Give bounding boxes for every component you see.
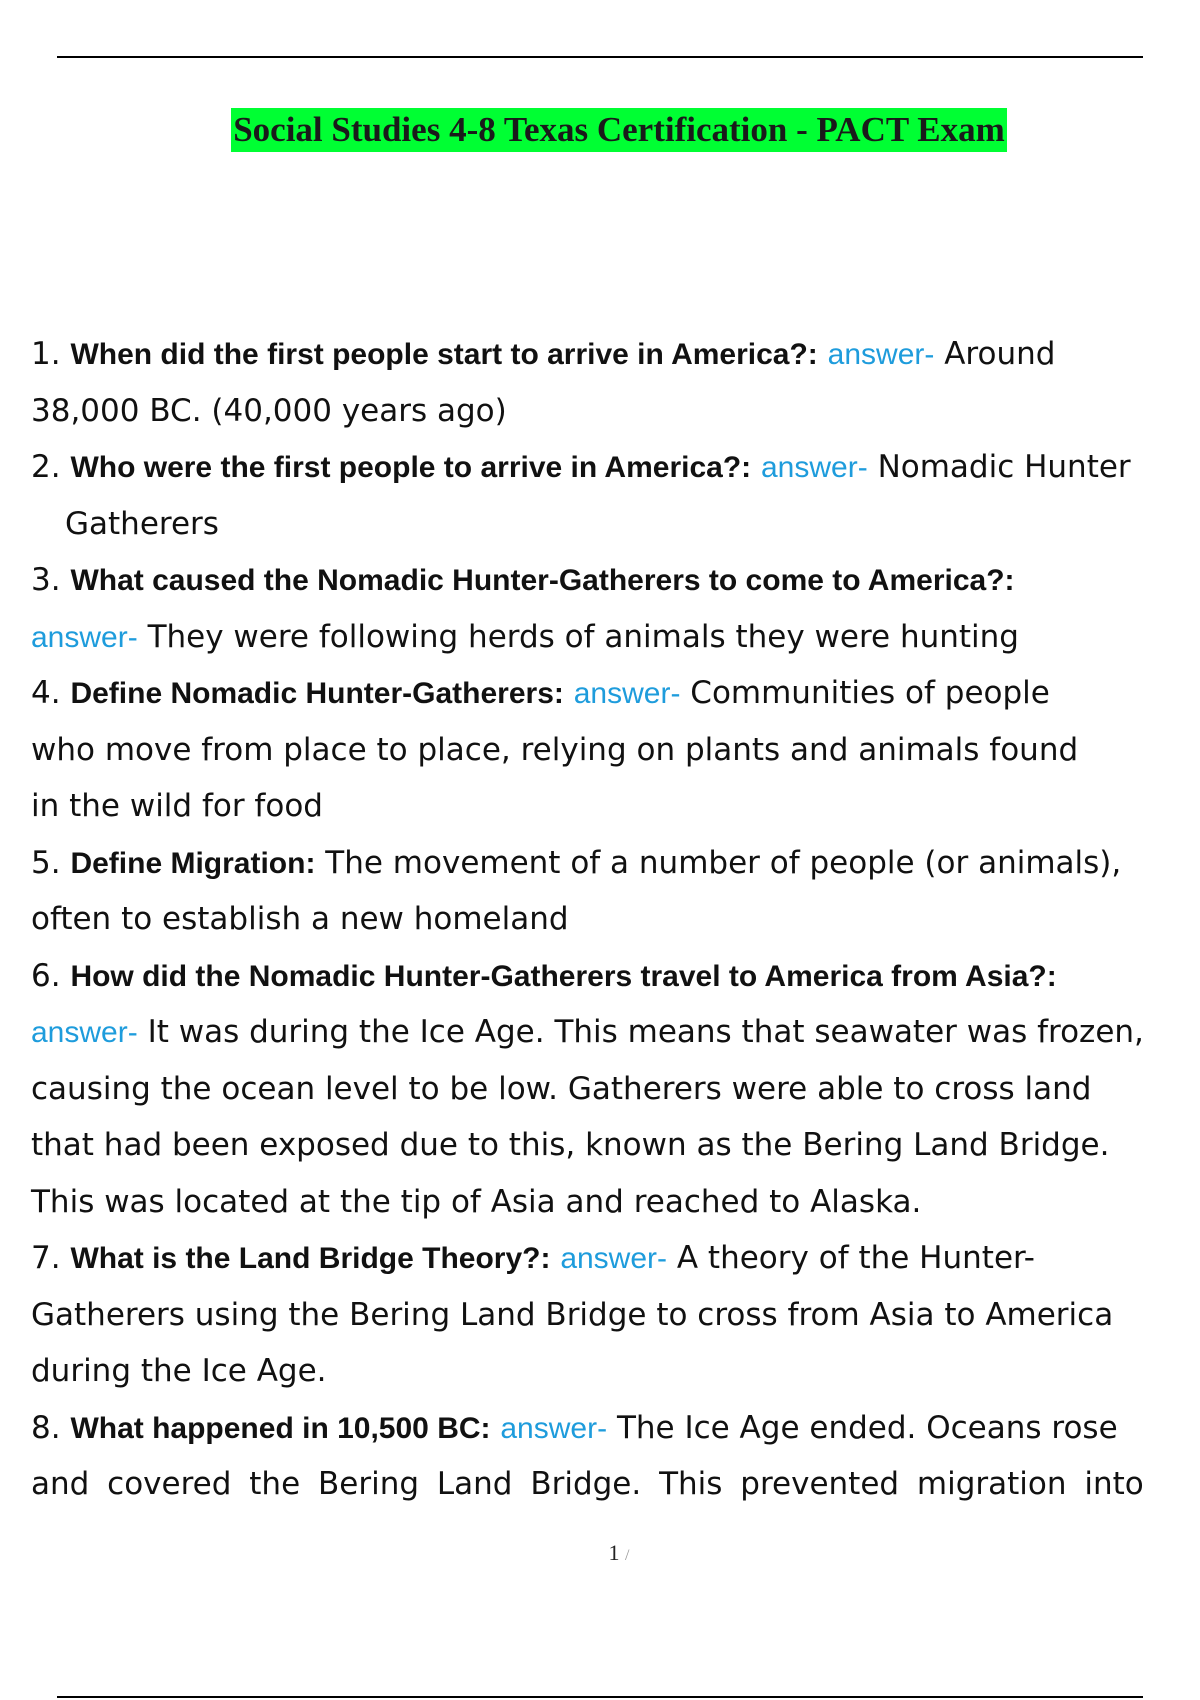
answer-label: answer- xyxy=(31,1016,138,1049)
page-number-value: 1 xyxy=(608,1540,620,1565)
question-text: Define Nomadic Hunter-Gatherers: xyxy=(70,677,564,710)
answer-label: answer- xyxy=(573,677,681,710)
answer-continuation: often to establish a new homeland xyxy=(31,901,569,937)
qa-line xyxy=(31,439,1200,496)
qa-item-6 xyxy=(31,948,1200,1231)
answer-text: It was during the Ice Age. This means that seawater was frozen, xyxy=(147,1014,1144,1050)
question-text: How did the Nomadic Hunter-Gatherers travel to America from Asia?: xyxy=(70,959,1057,993)
answer-continuation: and covered the Bering Land Bridge. This prevented migration into xyxy=(31,1466,1144,1502)
title-container xyxy=(0,108,1200,152)
answer-text: Communities of people xyxy=(690,675,1050,711)
answer-text: They were following herds of animals they were hunting xyxy=(147,618,1019,655)
answer-continuation: during the Ice Age. xyxy=(31,1353,327,1389)
qa-item-1 xyxy=(31,326,1200,439)
question-text: What happened in 10,500 BC: xyxy=(70,1411,491,1445)
answer-continuation: that had been exposed due to this, known as the Bering Land Bridge. xyxy=(31,1127,1110,1163)
answer-label: answer- xyxy=(31,620,138,654)
answer-text: A theory of the Hunter- xyxy=(676,1240,1035,1276)
answer-label: answer- xyxy=(761,451,868,484)
qa-item-8 xyxy=(31,1400,1200,1513)
question-text: What is the Land Bridge Theory?: xyxy=(70,1242,551,1275)
qa-line xyxy=(31,1400,1200,1457)
question-text: When did the first people start to arrive in America?: xyxy=(70,338,818,371)
bottom-rule xyxy=(57,1696,1143,1698)
answer-continuation: causing the ocean level to be low. Gatherers were able to cross land xyxy=(31,1070,1092,1107)
item-number: 7. xyxy=(31,1240,61,1276)
qa-item-2 xyxy=(31,439,1200,552)
answer-label: answer- xyxy=(827,338,935,371)
answer-continuation: Gatherers using the Bering Land Bridge to cross from Asia to America xyxy=(31,1296,1114,1333)
qa-item-3 xyxy=(31,552,1200,665)
answer-continuation: This was located at the tip of Asia and reached to Alaska. xyxy=(31,1183,922,1220)
answer-label: answer- xyxy=(500,1411,608,1445)
question-text: Who were the first people to arrive in America?: xyxy=(70,451,752,484)
answer-continuation: Gatherers xyxy=(65,505,219,542)
item-number: 3. xyxy=(31,562,61,598)
question-text: Define Migration: xyxy=(70,846,316,880)
qa-item-7 xyxy=(31,1230,1200,1400)
question-text: What caused the Nomadic Hunter-Gatherers to come to America?: xyxy=(70,564,1015,597)
qa-line xyxy=(31,552,1200,609)
answer-continuation: who move from place to place, relying on plants and animals found xyxy=(31,731,1079,768)
qa-line xyxy=(31,609,1200,666)
answer-continuation: 38,000 BC. (40,000 years ago) xyxy=(31,392,507,429)
answer-text: Around xyxy=(944,336,1056,372)
item-number: 1. xyxy=(31,336,61,372)
item-number: 6. xyxy=(31,957,61,994)
item-number: 5. xyxy=(31,844,61,881)
answer-label: answer- xyxy=(560,1242,668,1275)
item-number: 4. xyxy=(31,675,61,711)
question-list xyxy=(31,326,1200,1513)
qa-line xyxy=(31,665,1200,722)
answer-continuation: in the wild for food xyxy=(31,788,323,824)
qa-item-4 xyxy=(31,665,1200,835)
page-number xyxy=(0,1540,1200,1566)
answer-text: The Ice Age ended. Oceans rose xyxy=(616,1409,1118,1446)
qa-line xyxy=(31,835,1200,892)
page-number-suffix: / xyxy=(625,1547,630,1564)
answer-text: The movement of a number of people (or animals), xyxy=(325,844,1122,881)
item-number: 2. xyxy=(31,449,61,485)
qa-line xyxy=(31,948,1200,1005)
answer-text: Nomadic Hunter xyxy=(877,449,1131,485)
top-rule xyxy=(57,56,1143,58)
qa-item-5 xyxy=(31,835,1200,948)
qa-line xyxy=(31,1230,1200,1287)
document-title: Social Studies 4-8 Texas Certification - PACT Exam xyxy=(231,108,1007,152)
qa-line xyxy=(31,326,1200,383)
item-number: 8. xyxy=(31,1409,61,1446)
qa-line xyxy=(31,1004,1200,1061)
